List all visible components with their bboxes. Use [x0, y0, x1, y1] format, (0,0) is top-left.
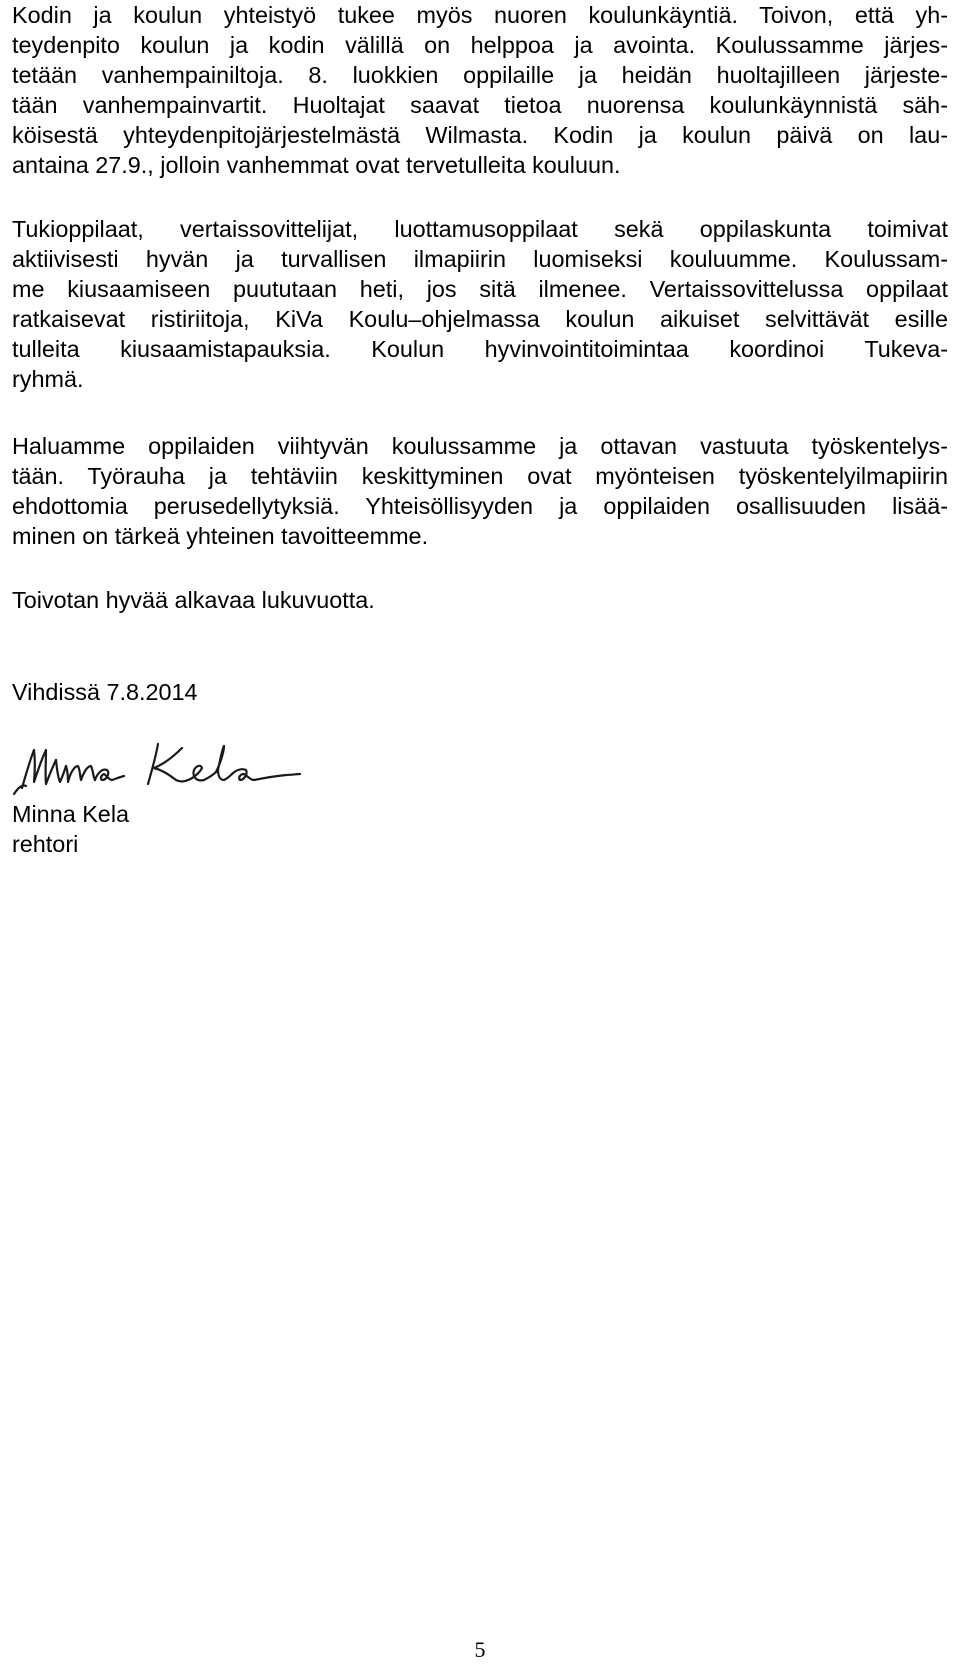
paragraph-line: tetään vanhempainiltoja. 8. luokkien oppilaille ja heidän huoltajilleen järjeste-: [12, 62, 948, 88]
paragraph-line: ratkaisevat ristiriitoja, KiVa Koulu–ohjelmassa koulun aikuiset selvittävät esille: [12, 306, 948, 332]
paragraph-school-wellbeing: [12, 214, 948, 394]
place-and-date: [12, 677, 948, 707]
paragraph-line: teydenpito koulun ja kodin välillä on helppoa ja avointa. Koulussamme järjes-: [12, 32, 948, 58]
handwritten-signature: [8, 730, 304, 798]
place-date-text: Vihdissä 7.8.2014: [12, 679, 198, 705]
paragraph-home-school-cooperation: [12, 0, 948, 180]
signature-block: [12, 799, 948, 859]
page-number: 5: [474, 1637, 486, 1662]
paragraph-line: ehdottomia perusedellytyksiä. Yhteisöllisyyden ja oppilaiden osallisuuden lisää-: [12, 493, 948, 519]
paragraph-line: Kodin ja koulun yhteistyö tukee myös nuoren koulunkäyntiä. Toivon, että yh-: [12, 2, 948, 28]
paragraph-line: Tukioppilaat, vertaissovittelijat, luottamusoppilaat sekä oppilaskunta toimivat: [12, 216, 948, 242]
paragraph-student-responsibility: [12, 431, 948, 551]
paragraph-line: tään vanhempainvartit. Huoltajat saavat tietoa nuorensa koulunkäynnistä säh-: [12, 92, 948, 118]
paragraph-line: me kiusaamiseen puututaan heti, jos sitä ilmenee. Vertaissovittelussa oppilaat: [12, 276, 948, 302]
paragraph-line: minen on tärkeä yhteinen tavoitteemme.: [12, 523, 429, 549]
paragraph-line: köisestä yhteydenpitojärjestelmästä Wilmasta. Kodin ja koulun päivä on lau-: [12, 122, 948, 148]
closing-greeting: [12, 585, 948, 615]
paragraph-line: tään. Työrauha ja tehtäviin keskittyminen ovat myönteisen työskentelyilmapiirin: [12, 463, 948, 489]
paragraph-line: Haluamme oppilaiden viihtyvän koulussamme ja ottavan vastuuta työskentelys-: [12, 433, 948, 459]
signer-name: Minna Kela: [12, 801, 130, 827]
paragraph-line: ryhmä.: [12, 366, 84, 392]
paragraph-line: aktiivisesti hyvän ja turvallisen ilmapiirin luomiseksi kouluumme. Koulussam-: [12, 246, 948, 272]
closing-text: Toivotan hyvää alkavaa lukuvuotta.: [12, 587, 375, 613]
signer-title: rehtori: [12, 831, 79, 857]
paragraph-line: tulleita kiusaamistapauksia. Koulun hyvinvointitoimintaa koordinoi Tukeva-: [12, 336, 948, 362]
paragraph-line: antaina 27.9., jolloin vanhemmat ovat tervetulleita kouluun.: [12, 152, 621, 178]
